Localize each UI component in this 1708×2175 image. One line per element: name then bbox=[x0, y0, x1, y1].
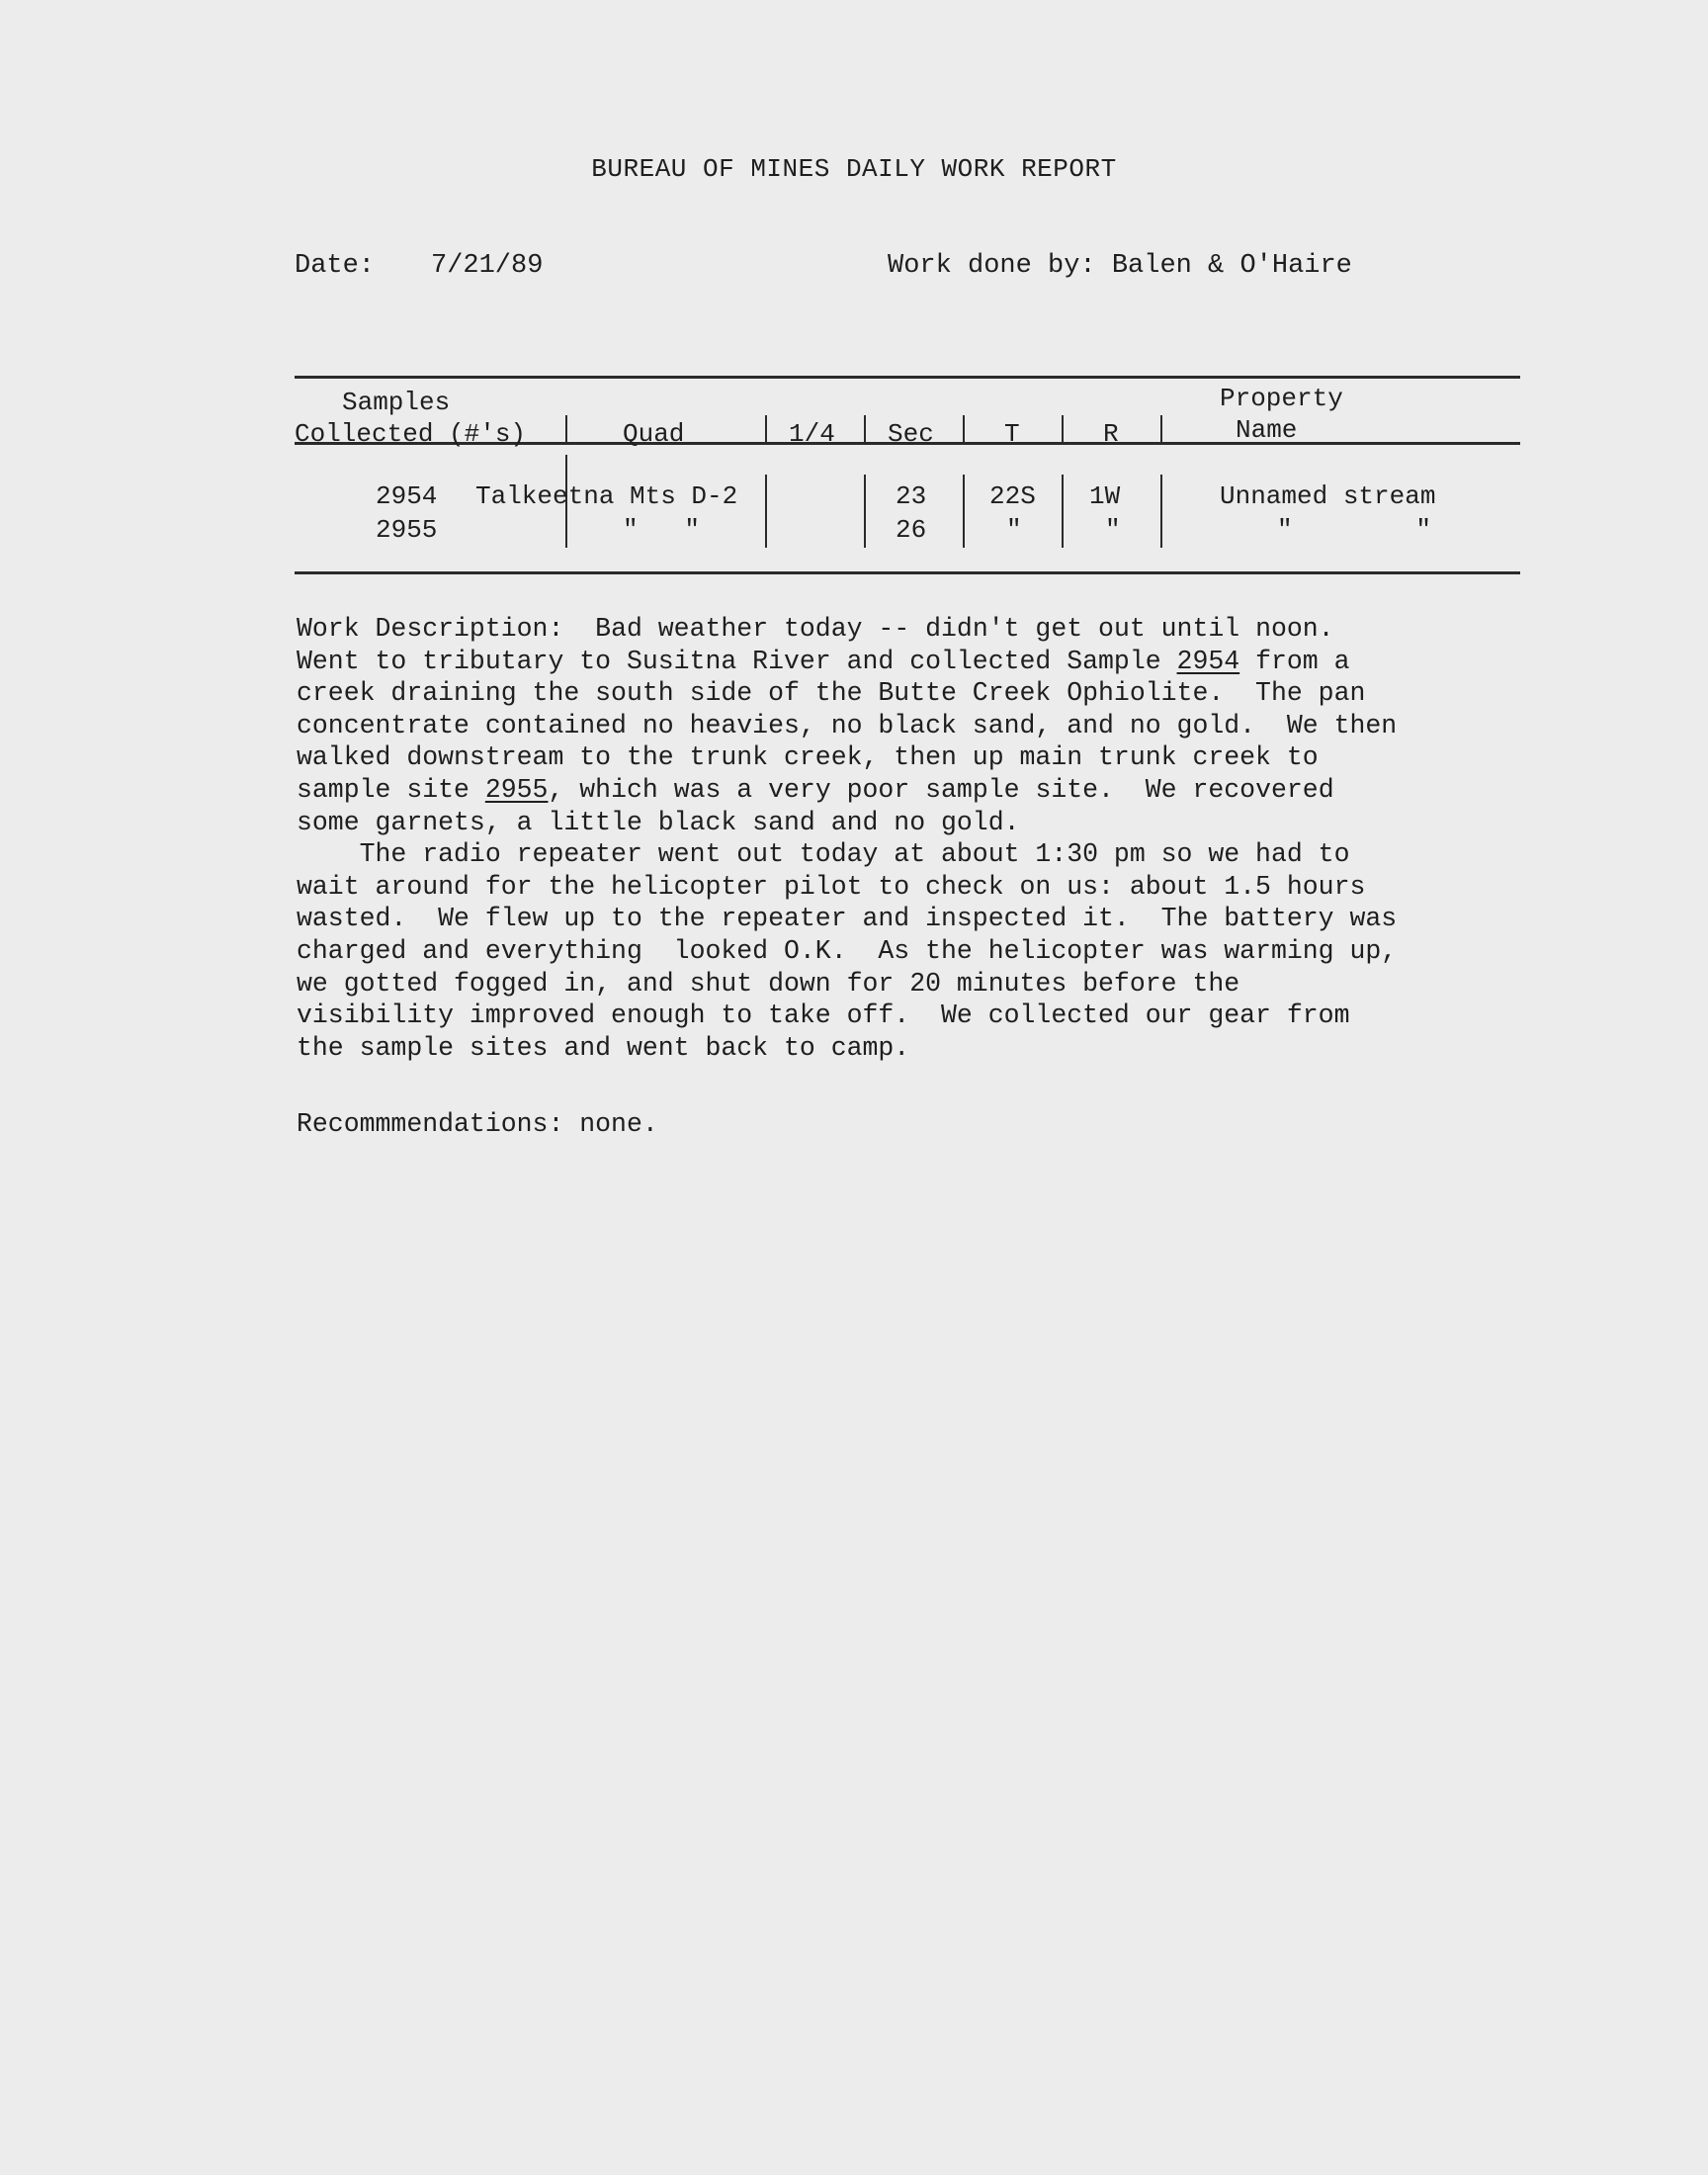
header-divider bbox=[765, 415, 767, 443]
work-description-label: Work Description: bbox=[297, 614, 564, 644]
header-divider bbox=[565, 415, 567, 443]
text-line: wait around for the helicopter pilot to check on us: about 1.5 hours bbox=[297, 871, 1366, 902]
text-line: some garnets, a little black sand and no gold. bbox=[297, 807, 1020, 837]
cell-sample: 2954 bbox=[376, 481, 438, 511]
header-sec: Sec bbox=[888, 419, 934, 449]
text-line: the sample sites and went back to camp. bbox=[297, 1032, 910, 1063]
work-done-by-field bbox=[888, 251, 1352, 281]
header-r: R bbox=[1103, 419, 1119, 449]
text-line: walked downstream to the trunk creek, then up main trunk creek to bbox=[297, 742, 1319, 773]
table-bottom-rule bbox=[295, 571, 1520, 574]
table-top-rule bbox=[295, 376, 1520, 379]
text-line bbox=[297, 774, 1502, 807]
work-done-by-value: Balen & O'Haire bbox=[1111, 251, 1352, 281]
cell-property: " " bbox=[1277, 515, 1432, 545]
work-description bbox=[297, 613, 1502, 1064]
text-line: creek draining the south side of the Butte Creek Ophiolite. The pan bbox=[297, 678, 1366, 709]
cell-sec: 26 bbox=[896, 515, 927, 545]
text-span: , which was a very poor sample site. We recovered bbox=[548, 774, 1334, 805]
text-span: sample site bbox=[297, 774, 485, 805]
header-property-line2: Name bbox=[1236, 415, 1298, 445]
cell-t: 22S bbox=[989, 481, 1036, 511]
date-field bbox=[295, 251, 543, 281]
text-line: The radio repeater went out today at about 1:30 pm so we had to bbox=[297, 839, 1350, 870]
cell-property: Unnamed stream bbox=[1220, 481, 1436, 511]
header-divider bbox=[1062, 415, 1064, 443]
text-line: we gotted fogged in, and shut down for 20 minutes before the bbox=[297, 968, 1240, 999]
header-samples-line2: Collected (#'s) bbox=[295, 419, 527, 449]
text-line: wasted. We flew up to the repeater and inspected it. The battery was bbox=[297, 904, 1398, 934]
body-divider bbox=[864, 475, 866, 548]
body-divider bbox=[1062, 475, 1064, 548]
cell-r: 1W bbox=[1089, 481, 1121, 511]
report-title: BUREAU OF MINES DAILY WORK REPORT bbox=[591, 154, 1117, 184]
cell-quad: " " bbox=[623, 515, 701, 545]
sample-number-2955: 2955 bbox=[484, 774, 549, 805]
header-divider bbox=[1160, 415, 1162, 443]
date-value: 7/21/89 bbox=[431, 251, 544, 281]
body-divider bbox=[963, 475, 965, 548]
cell-r: " bbox=[1105, 515, 1121, 545]
text-span: Bad weather today -- didn't get out until noon. bbox=[563, 614, 1334, 644]
text-span: from a bbox=[1239, 646, 1350, 676]
text-line: concentrate contained no heavies, no black sand, and no gold. We then bbox=[297, 710, 1398, 740]
text-line bbox=[297, 646, 1502, 678]
text-line: charged and everything looked O.K. As the helicopter was warming up, bbox=[297, 935, 1398, 966]
cell-sample: 2955 bbox=[376, 515, 438, 545]
text-line bbox=[297, 613, 1502, 646]
body-divider bbox=[1160, 475, 1162, 548]
text-line: visibility improved enough to take off. We collected our gear from bbox=[297, 1000, 1350, 1031]
header-property-line1: Property bbox=[1220, 384, 1343, 413]
header-t: T bbox=[1004, 419, 1020, 449]
body-divider bbox=[765, 475, 767, 548]
work-done-by-label: Work done by: bbox=[888, 251, 1096, 281]
date-label: Date: bbox=[295, 251, 376, 281]
cell-t: " bbox=[1006, 515, 1022, 545]
header-quad: Quad bbox=[623, 419, 685, 449]
sample-number-2954: 2954 bbox=[1176, 646, 1240, 676]
header-samples-line1: Samples bbox=[342, 388, 451, 417]
header-divider bbox=[963, 415, 965, 443]
header-quarter: 1/4 bbox=[789, 419, 835, 449]
text-span: Went to tributary to Susitna River and collected Sample bbox=[297, 646, 1177, 676]
header-divider bbox=[864, 415, 866, 443]
recommendations: Recommmendations: none. bbox=[297, 1109, 658, 1139]
cell-sec: 23 bbox=[896, 481, 927, 511]
cell-quad: Talkeetna Mts D-2 bbox=[475, 481, 738, 511]
